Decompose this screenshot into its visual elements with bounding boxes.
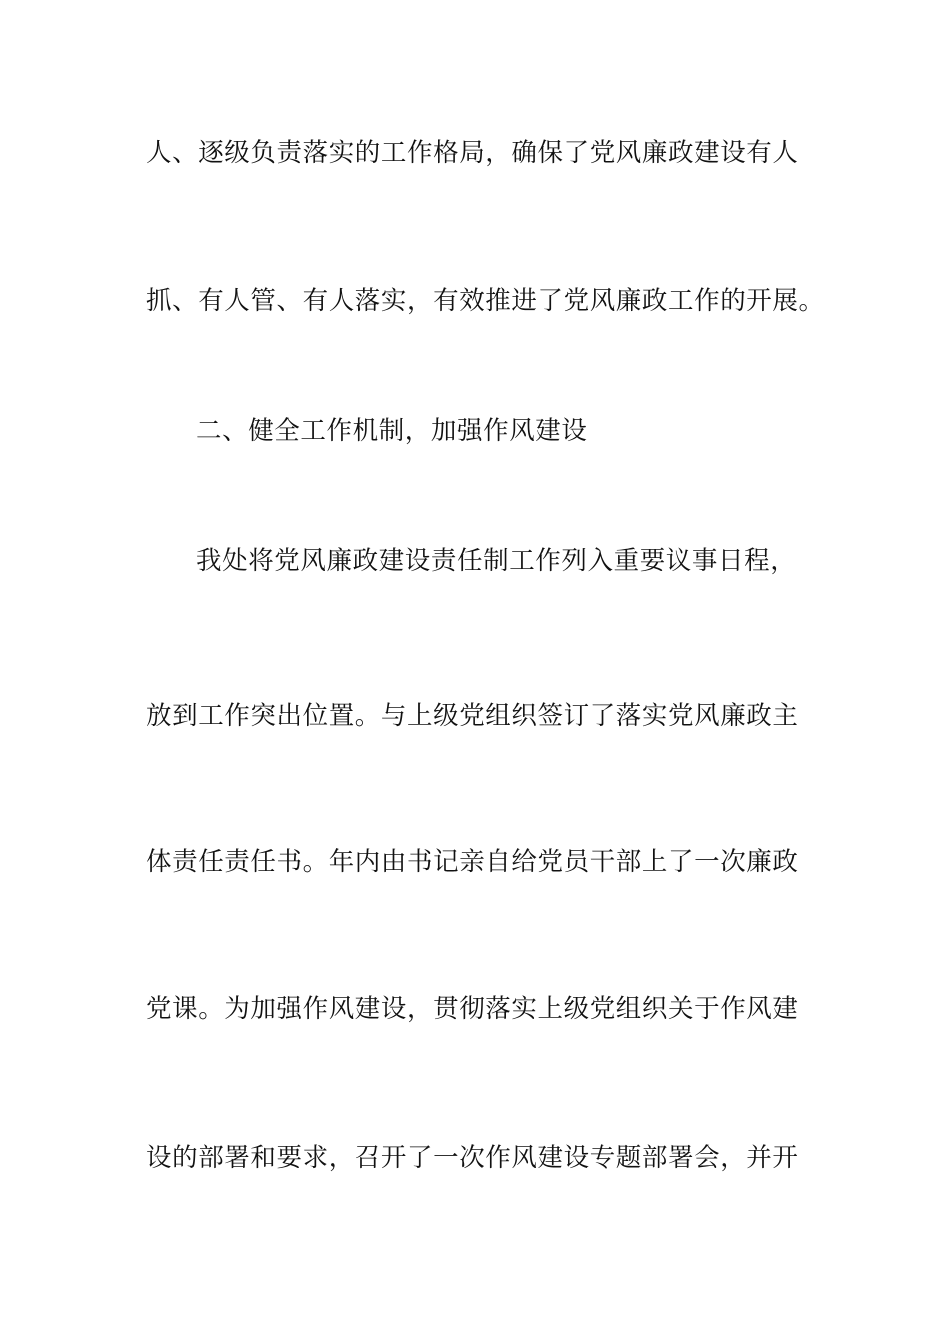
paragraph-line: 体责任责任书。年内由书记亲自给党员干部上了一次廉政 <box>146 847 799 877</box>
section-heading: 二、健全工作机制，加强作风建设 <box>196 416 588 446</box>
paragraph-line: 党课。为加强作风建设，贯彻落实上级党组织关于作风建 <box>146 994 799 1024</box>
paragraph-line: 放到工作突出位置。与上级党组织签订了落实党风廉政主 <box>146 701 799 731</box>
paragraph-line: 人、逐级负责落实的工作格局，确保了党风廉政建设有人 <box>146 138 799 168</box>
paragraph-line: 设的部署和要求，召开了一次作风建设专题部署会，并开 <box>146 1143 799 1173</box>
paragraph-line: 抓、有人管、有人落实，有效推进了党风廉政工作的开展。 <box>146 286 825 316</box>
paragraph-line: 我处将党风廉政建设责任制工作列入重要议事日程， <box>196 546 797 576</box>
